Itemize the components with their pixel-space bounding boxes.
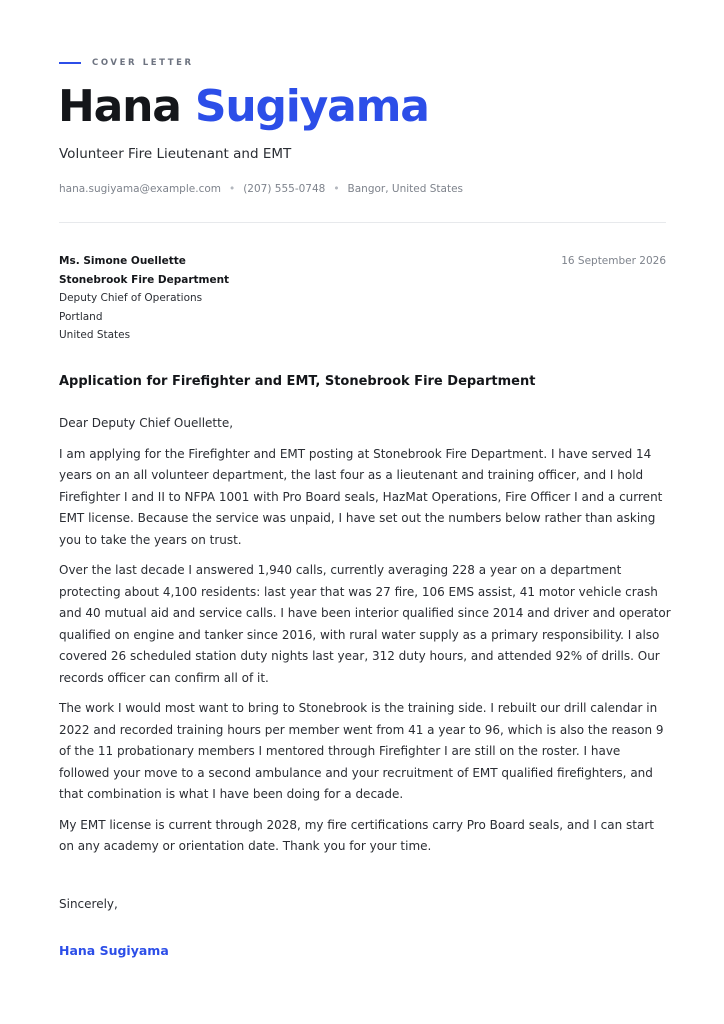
- header-divider: [59, 222, 666, 223]
- body-paragraph: I am applying for the Firefighter and EMT posting at Stonebrook Fire Department. I have served 14 years on an all volunteer department, the last four as a lieutenant and training officer, and I hold Firefighter I and II to NFPA 1001 with Pro Board seals, HazMat Operations, Fire Officer I and a current EMT license. Because the service was unpaid, I have set out the numbers below rather than asking you to take the years on trust.: [59, 446, 663, 547]
- recipient-title: Deputy Chief of Operations: [59, 292, 203, 304]
- recipient-city: Portland: [59, 310, 103, 323]
- applicant-last-name: Sugiyama: [194, 81, 429, 132]
- letter-subject: Application for Firefighter and EMT, Stonebrook Fire Department: [59, 374, 536, 389]
- document-kicker: [59, 56, 194, 70]
- contact-location: Bangor, United States: [347, 183, 464, 195]
- signature: Hana Sugiyama: [59, 943, 169, 958]
- body-paragraph: My EMT license is current through 2028, my fire certifications carry Pro Board seals, and I can start on any academy or orientation date. Thank you for your time.: [59, 817, 654, 853]
- body-paragraph: Over the last decade I answered 1,940 calls, currently averaging 228 a year on a department protecting about 4,100 residents: last year that was 27 fire, 106 EMS assist, 41 motor vehicle crash and 40 mutual aid and service calls. I have been interior qualified since 2014 and driver and operator qualified on engine and tanker since 2016, with rural water supply as a primary responsibility. I also covered 26 scheduled station duty nights last year, 312 duty hours, and attended 92% of drills. Our records officer can confirm all of it.: [59, 563, 671, 685]
- letter-body: [59, 413, 671, 867]
- contact-email: hana.sugiyama@example.com: [59, 183, 221, 195]
- applicant-name: [58, 80, 429, 134]
- closing: Sincerely,: [59, 897, 118, 911]
- recipient-name: Ms. Simone Ouellette: [59, 255, 186, 267]
- kicker-accent-line: [59, 62, 81, 64]
- recipient-organization: Stonebrook Fire Department: [59, 273, 230, 286]
- kicker-label: COVER LETTER: [92, 58, 194, 68]
- recipient-block: [59, 252, 229, 345]
- body-paragraph: The work I would most want to bring to Stonebrook is the training side. I rebuilt our drill calendar in 2022 and recorded training hours per member went from 41 a year to 96, which is also the reason 9 of the 11 probationary members I mentored through Firefighter I are still on the roster. I have followed your move to a second ambulance and your recruitment of EMT qualified firefighters, and that combination is what I have been doing for a decade.: [59, 701, 664, 801]
- contact-line: [59, 183, 463, 195]
- separator-dot: •: [333, 183, 340, 195]
- applicant-first-name: Hana: [58, 81, 181, 132]
- recipient-country: United States: [59, 329, 131, 341]
- separator-dot: •: [229, 183, 236, 195]
- salutation: Dear Deputy Chief Ouellette,: [59, 416, 234, 430]
- letter-date: 16 September 2026: [561, 255, 666, 267]
- contact-phone: (207) 555-0748: [243, 183, 326, 195]
- applicant-role: Volunteer Fire Lieutenant and EMT: [59, 146, 292, 162]
